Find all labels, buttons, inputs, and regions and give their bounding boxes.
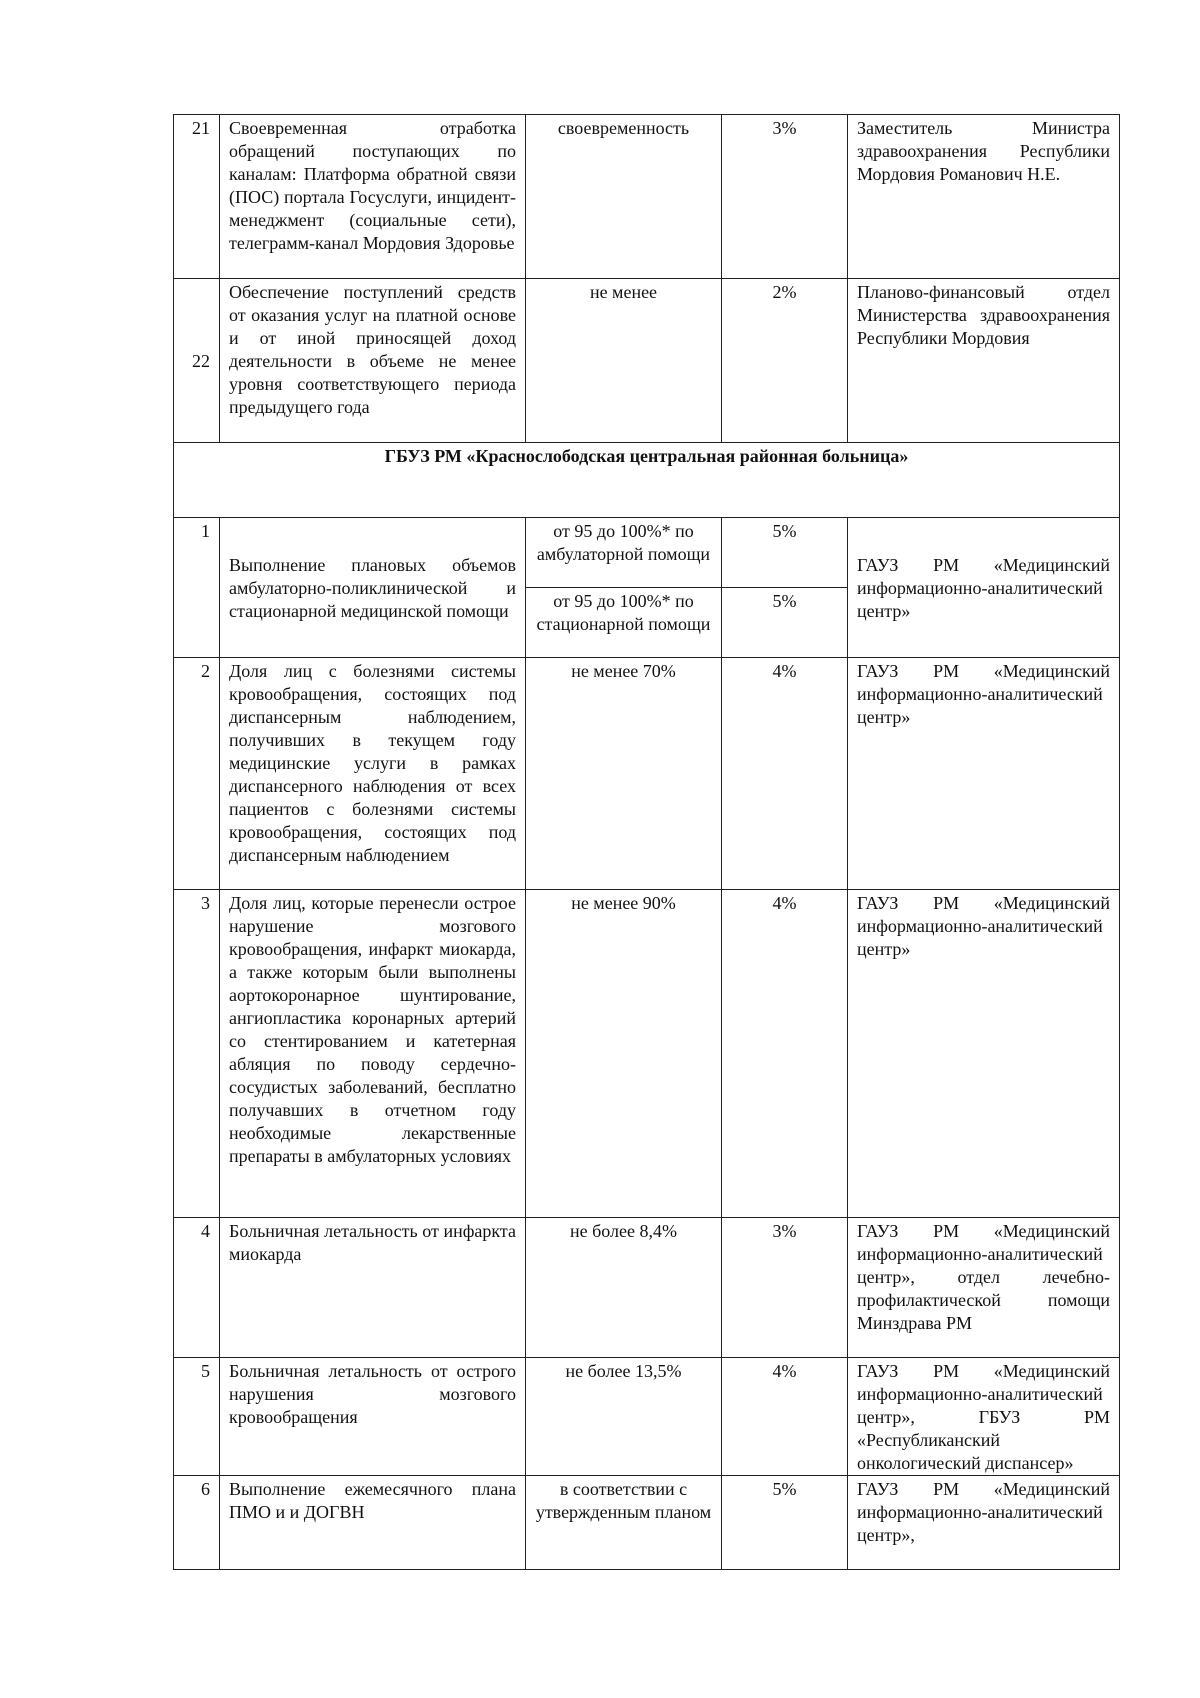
- indicator-description: Выполнение ежемесячного плана ПМО и и ДОГВН: [220, 1476, 526, 1570]
- indicator-description: Своевременная отработка обращений поступающих по каналам: Платформа обратной связи (ПОС) портала Госуслуги, инцидент-менеджмент (социальные сети), телеграмм-канал Мордовия Здоровье: [220, 115, 526, 279]
- indicator-description: Доля лиц с болезнями системы кровообращения, состоящих под диспансерным наблюдением, получивших в текущем году медицинские услуги в рамках диспансерного наблюдения от всех пациентов с болезнями системы кровообращения, состоящих под диспансерным наблюдением: [220, 658, 526, 890]
- indicator-criterion: не более 8,4%: [526, 1218, 722, 1358]
- indicator-criterion: не менее 90%: [526, 890, 722, 1218]
- table-row: [174, 658, 1120, 890]
- responsible-party: Заместитель Министра здравоохранения Республики Мордовия Романович Н.Е.: [848, 115, 1120, 279]
- row-number: 21: [174, 115, 220, 279]
- indicator-weight: 5%: [722, 588, 848, 658]
- indicator-weight: 3%: [722, 115, 848, 279]
- table-row: [174, 279, 1120, 443]
- responsible-party: ГАУЗ РМ «Медицинский информационно-аналитический центр», ГБУЗ РМ «Республиканский онкологический диспансер»: [848, 1358, 1120, 1476]
- indicator-criterion: не менее 70%: [526, 658, 722, 890]
- row-number: 6: [174, 1476, 220, 1570]
- indicator-description: Доля лиц, которые перенесли острое нарушение мозгового кровообращения, инфаркт миокарда, а также которым были выполнены аортокоронарное шунтирование, ангиопластика коронарных артерий со стентированием и катетерная абляция по поводу сердечно-сосудистых заболеваний, бесплатно получавших в отчетном году необходимые лекарственные препараты в амбулаторных условиях: [220, 890, 526, 1218]
- indicator-weight: 4%: [722, 1358, 848, 1476]
- responsible-party: ГАУЗ РМ «Медицинский информационно-аналитический центр»: [848, 518, 1120, 658]
- table-row: [174, 1218, 1120, 1358]
- responsible-party: ГАУЗ РМ «Медицинский информационно-аналитический центр»,: [848, 1476, 1120, 1570]
- row-number: 1: [174, 518, 220, 658]
- table-row: [174, 1358, 1120, 1476]
- indicator-weight: 2%: [722, 279, 848, 443]
- table-row: [174, 518, 1120, 588]
- indicator-description: Больничная летальность от острого нарушения мозгового кровообращения: [220, 1358, 526, 1476]
- row-number: 5: [174, 1358, 220, 1476]
- indicators-table: [173, 114, 1120, 1570]
- indicator-criterion: своевременность: [526, 115, 722, 279]
- indicator-description: Выполнение плановых объемов амбулаторно-поликлинической и стационарной медицинской помощи: [220, 518, 526, 658]
- indicator-criterion: в соответствии с утвержденным планом: [526, 1476, 722, 1570]
- indicator-criterion: не более 13,5%: [526, 1358, 722, 1476]
- indicator-weight: 4%: [722, 658, 848, 890]
- table-row: [174, 890, 1120, 1218]
- indicator-criterion: не менее: [526, 279, 722, 443]
- row-number: 22: [174, 279, 220, 443]
- section-title: ГБУЗ РМ «Краснослободская центральная районная больница»: [174, 443, 1120, 518]
- table-row: [174, 1476, 1120, 1570]
- row-number: 4: [174, 1218, 220, 1358]
- indicator-weight: 3%: [722, 1218, 848, 1358]
- row-number: 3: [174, 890, 220, 1218]
- indicator-criterion: от 95 до 100%* по стационарной помощи: [526, 588, 722, 658]
- indicator-description: Обеспечение поступлений средств от оказания услуг на платной основе и от иной приносящей доход деятельности в объеме не менее уровня соответствующего периода предыдущего года: [220, 279, 526, 443]
- indicator-weight: 5%: [722, 518, 848, 588]
- indicator-weight: 5%: [722, 1476, 848, 1570]
- section-row: [174, 443, 1120, 518]
- responsible-party: ГАУЗ РМ «Медицинский информационно-аналитический центр», отдел лечебно-профилактической помощи Минздрава РМ: [848, 1218, 1120, 1358]
- responsible-party: ГАУЗ РМ «Медицинский информационно-аналитический центр»: [848, 658, 1120, 890]
- responsible-party: Планово-финансовый отдел Министерства здравоохранения Республики Мордовия: [848, 279, 1120, 443]
- table-row: [174, 115, 1120, 279]
- indicator-criterion: от 95 до 100%* по амбулаторной помощи: [526, 518, 722, 588]
- indicator-description: Больничная летальность от инфаркта миокарда: [220, 1218, 526, 1358]
- responsible-party: ГАУЗ РМ «Медицинский информационно-аналитический центр»: [848, 890, 1120, 1218]
- indicator-weight: 4%: [722, 890, 848, 1218]
- row-number: 2: [174, 658, 220, 890]
